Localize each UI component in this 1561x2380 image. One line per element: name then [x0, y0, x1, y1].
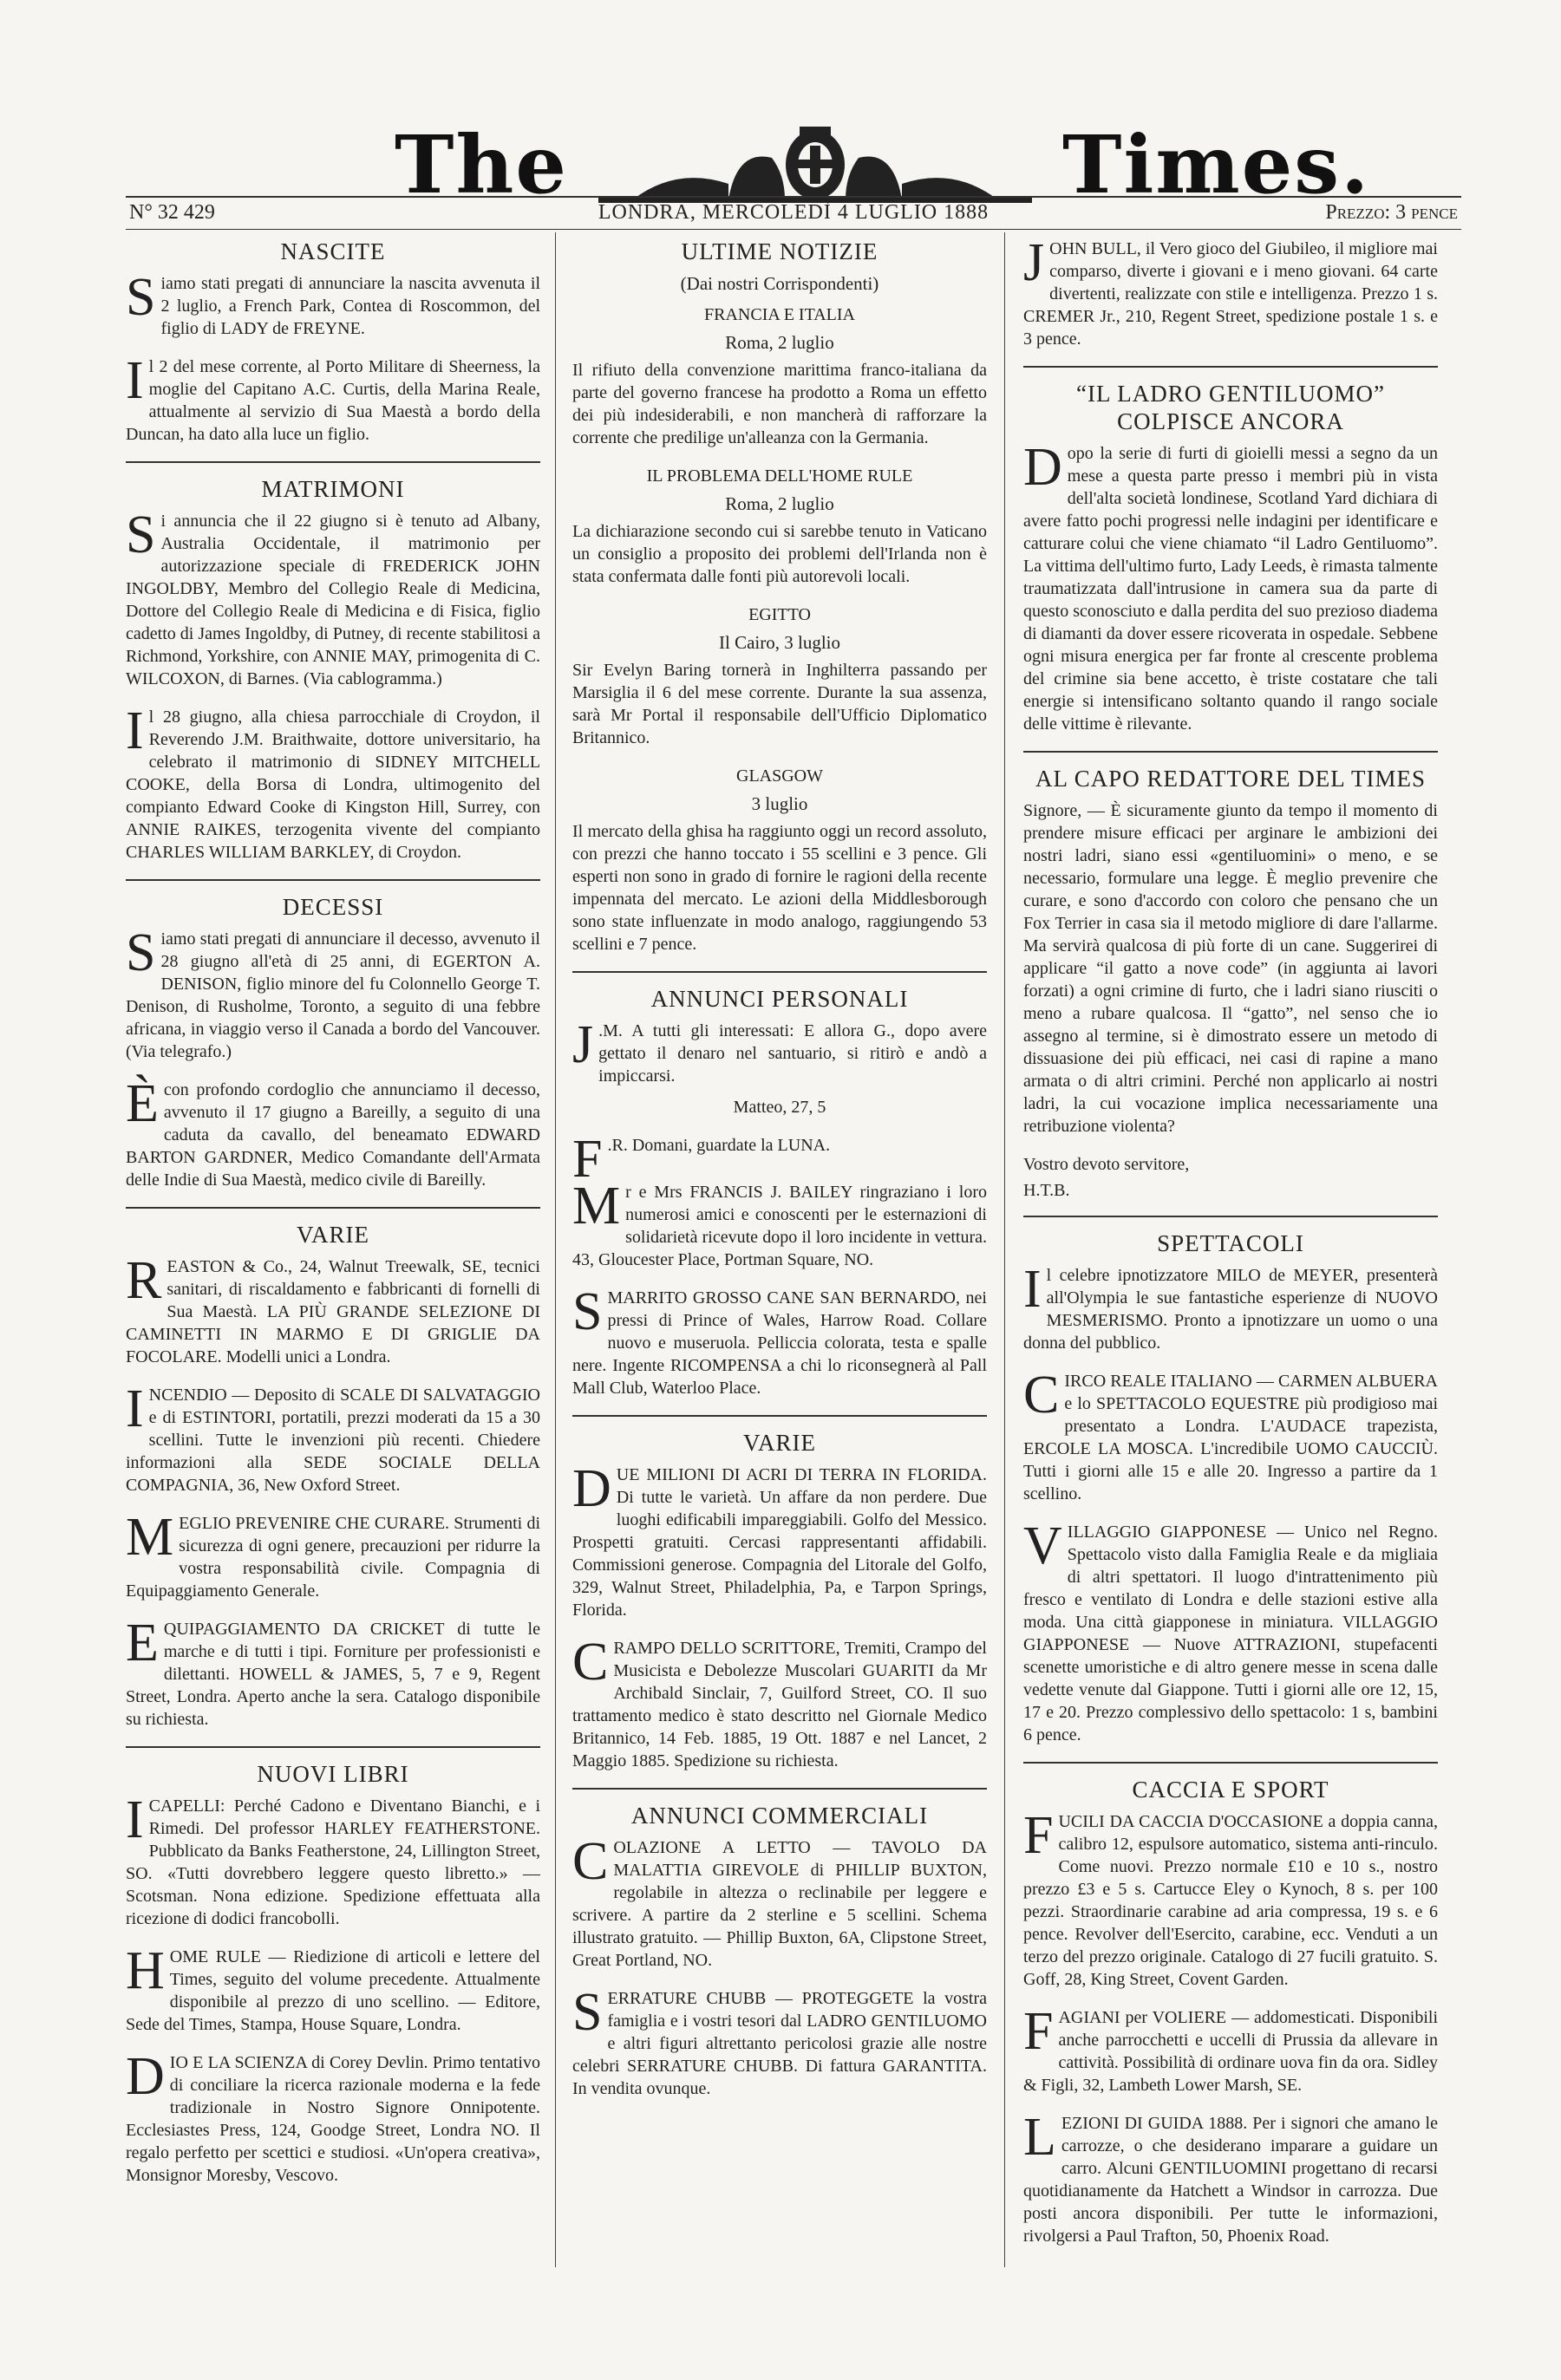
- section-divider: [126, 1746, 540, 1748]
- article-text: RAMPO DELLO SCRITTORE, Tremiti, Crampo del Musicista e Debolezze Muscolari GUARITI da Mr Archibald Sinclair, 7, Guilford Street, CO. Il suo trattamento medico è stato descritto nel Giornale Medico Britannico, 14 Feb. 1885, 19 Ott. 1887 e nel Lancet, 2 Maggio 1885. Spedizione su richiesta.: [572, 1639, 987, 1770]
- drop-cap: S: [126, 505, 156, 564]
- dateline-bar: [126, 196, 1461, 230]
- price: Prezzo: 3 pence: [1325, 201, 1458, 224]
- article: [572, 1983, 987, 2100]
- news-text: Il mercato della ghisa ha raggiunto oggi un record assoluto, con prezzi che hanno toccato i 55 scellini e 3 pence. Gli esperti non sono in grado di fornire le ragioni della recente impennata del mercato. Le azioni della Middlesborough sono state influenzate in modo analogo, raggiungendo 53 scellini e 7 pence.: [572, 822, 987, 954]
- masthead-title-left: The: [395, 118, 568, 212]
- drop-cap: C: [1023, 1366, 1060, 1425]
- article-text: l 2 del mese corrente, al Porto Militare di Sheerness, la moglie del Capitano A.C. Curtis, della Marina Reale, attualmente al servizio di Sua Maestà a bordo della Duncan, ha dato alla luce un figlio.: [126, 357, 540, 444]
- news-headline: EGITTO: [748, 605, 811, 624]
- article: [1023, 233, 1438, 350]
- news-text: Sir Evelyn Baring tornerà in Inghilterra passando per Marsiglia il 6 del mese corrente. Durante la sua assenza, sarà Mr Portal il responsabile dell'Ufficio Diplomatico Britannico.: [572, 661, 987, 747]
- drop-cap: I: [126, 351, 144, 410]
- drop-cap: R: [126, 1251, 162, 1310]
- drop-cap: D: [1023, 438, 1062, 497]
- article-text: l celebre ipnotizzatore MILO de MEYER, presenterà all'Olympia le sue fantastiche esperienze di NUOVO MESMERISMO. Pronto a ipnotizzare un uomo o una donna del pubblico.: [1023, 1266, 1438, 1353]
- column-left: [126, 232, 540, 2267]
- section-divider: [126, 1207, 540, 1209]
- article-text: ERRATURE CHUBB — PROTEGGETE la vostra famiglia e i vostri tesori dal LADRO GENTILUOMO e altri figuri altrettanto pericolosi grazie alle nostre celebri SERRATURE CHUBB. Di fattura GARANTITA. In vendita ovunque.: [572, 1989, 987, 2098]
- article-text: EASTON & Co., 24, Walnut Treewalk, SE, tecnici sanitari, di riscaldamento e fabbricanti di fornelli di Sua Maestà. LA PIÙ GRANDE SELEZIONE DI CAMINETTI IN MARMO E DI GRIGLIE DA FOCOLARE. Modelli unici a Londra.: [126, 1257, 540, 1366]
- section-title: ULTIME NOTIZIE: [681, 238, 878, 264]
- article-text: OME RULE — Riedizione di articoli e lettere del Times, seguito del volume precedente. Attualmente disponibile al prezzo di uno scellino. — Editore, Sede del Times, Stampa, House Square, Londra.: [126, 1947, 540, 2034]
- drop-cap: E: [126, 1614, 159, 1673]
- section-divider: [1023, 751, 1438, 753]
- masthead: [126, 118, 1461, 212]
- column-divider: [1004, 232, 1005, 2267]
- section-title: SPETTACOLI: [1157, 1230, 1304, 1256]
- article: [572, 1282, 987, 1399]
- drop-cap: V: [1023, 1516, 1062, 1575]
- drop-cap: S: [572, 1282, 603, 1341]
- drop-cap: D: [572, 1459, 611, 1518]
- article-text: NCENDIO — Deposito di SCALE DI SALVATAGGIO e di ESTINTORI, portatili, prezzi moderati da 15 a 30 scellini. Tutte le invenzioni più recenti. Chiedere informazioni alla SEDE SOCIALE DELLA COMPAGNIA, 36, New Oxford Street.: [126, 1386, 540, 1495]
- article-text: .M. A tutti gli interessati: E allora G., dopo avere gettato il denaro nel santuario, si ritirò e andò a impiccarsi.: [598, 1021, 987, 1086]
- article: [126, 1251, 540, 1368]
- article-text: ILLAGGIO GIAPPONESE — Unico nel Regno. Spettacolo visto dalla Famiglia Reale e da migliaia di altri spettatori. Il luogo d'intrattenimento più fresco e ventilato di Londra e delle stazioni estive alla moda. Una città giapponese in miniatura. VILLAGGIO GIAPPONESE — Nuove ATTRAZIONI, stupefacenti scenette umoristiche e di altro genere messe in scena dalle vedette venute dal Giappone. Tutti i giorni alle ore 12, 15, 17 e 20. Prezzo complessivo dello spettacolo: 1 s, bambini 6 pence.: [1023, 1523, 1438, 1744]
- article-text: IO E LA SCIENZA di Corey Devlin. Primo tentativo di conciliare la ricerca razionale moderna e la fede tradizionale in Nostro Signore Onnipotente. Ecclesiastes Press, 124, Goodge Street, Londra NO. Il regalo perfetto per scettici e studiosi. «Un'opera creativa», Monsignor Moresby, Vescovo.: [126, 2053, 540, 2185]
- article: [1023, 2108, 1438, 2247]
- section-title: MATRIMONI: [261, 476, 405, 502]
- article: [572, 1015, 987, 1087]
- article-text: OHN BULL, il Vero gioco del Giubileo, il migliore mai comparso, diverte i giovani e i meno giovani. 64 carte divertenti, realizzate con stile e intelligenza. Prezzo 1 s. CREMER Jr., 210, Regent Street, spedizione postale 1 s. e 3 pence.: [1023, 239, 1438, 349]
- drop-cap: C: [572, 1832, 609, 1891]
- article: [572, 1832, 987, 1972]
- news-text: La dichiarazione secondo cui si sarebbe tenuto in Vaticano un consiglio a proposito dei problemi dell'Irlanda non è stata confermata dalle fonti più autorevoli locali.: [572, 522, 987, 586]
- article: [126, 923, 540, 1063]
- news-dateline: Roma, 2 luglio: [725, 332, 834, 353]
- section-divider: [1023, 1762, 1438, 1764]
- drop-cap: I: [126, 1379, 144, 1438]
- article-text: MARRITO GROSSO CANE SAN BERNARDO, nei pressi di Prince of Wales, Harrow Road. Collare nuovo e museruola. Pelliccia colorata, testa e spalle nere. Ingente RICOMPENSA a chi lo riconsegnerà al Pall Mall Club, Waterloo Place.: [572, 1288, 987, 1398]
- article-text: OLAZIONE A LETTO — TAVOLO DA MALATTIA GIREVOLE di PHILLIP BUXTON, regolabile in altezza o reclinabile per leggere e scrivere. A partire da 2 sterline e 5 scellini. Schema illustrato gratuito. — Phillip Buxton, 6A, Clipstone Street, Great Portland, NO.: [572, 1838, 987, 1970]
- section-divider: [126, 461, 540, 463]
- article: [126, 2047, 540, 2187]
- section-divider: [1023, 1216, 1438, 1217]
- section-title: ANNUNCI PERSONALI: [650, 986, 909, 1012]
- dateline: LONDRA, MERCOLEDÌ 4 LUGLIO 1888: [598, 201, 990, 224]
- article-text: AGIANI per VOLIERE — addomesticati. Disponibili anche parrocchetti e uccelli di Prussia da allevare in cattività. Possibilità di ordinare uova fin da ora. Sidley & Figli, 32, Lambeth Lower Marsh, SE.: [1023, 2008, 1438, 2095]
- masthead-title-right: Times.: [1062, 118, 1371, 212]
- article: [1023, 1260, 1438, 1354]
- drop-cap: È: [126, 1074, 159, 1133]
- news-headline: FRANCIA E ITALIA: [704, 305, 855, 324]
- section-divider: [572, 1415, 987, 1417]
- article: [572, 1633, 987, 1772]
- article: [572, 1459, 987, 1621]
- section-title: CACCIA E SPORT: [1132, 1777, 1329, 1803]
- letter-text: Signore, — È sicuramente giunto da tempo il momento di prendere misure efficaci per arginare le ambizioni dei nostri ladri, siano essi «gentiluomini» o meno, e se necessario, formulare una legge. È meglio prevenire che curare, e sono d'accordo con coloro che pensano che un Fox Terrier in casa sia il metodo migliore di dare l'allarme. Ma servirà qualcosa di più forte di un cane. Suggerirei di applicare “il gatto a nove code” (in aggiunta ai lavori forzati) a ogni crimine di furto, che i ladri siano riusciti o meno a rubare qualcosa. Il “gatto”, nel senso che io assegno al termine, si è dimostrato essere un metodo di dissuasione dei più efficaci, nei casi di rapine a mano armata o di altri crimini. Perché non applicarlo ai nostri ladri, la cui vocazione implica necessariamente una retribuzione violenta?: [1023, 801, 1438, 1136]
- section-title: VARIE: [296, 1222, 369, 1248]
- section-divider: [572, 1788, 987, 1790]
- article: [126, 1508, 540, 1602]
- drop-cap: M: [126, 1508, 174, 1567]
- article: [126, 1790, 540, 1930]
- drop-cap: D: [126, 2047, 165, 2106]
- news-text: Il rifiuto della convenzione marittima franco-italiana da parte del governo francese ha prodotto a Roma un effetto dei più indesiderabili, e non mancherà di rafforzare la corrente che predilige un'alleanza con la Germania.: [572, 361, 987, 447]
- article-text: EGLIO PREVENIRE CHE CURARE. Strumenti di sicurezza di ogni genere, precauzioni per ridurre la vostra responsabilità civile. Compagnia di Equipaggiamento Generale.: [126, 1514, 540, 1601]
- article-text: con profondo cordoglio che annunciamo il decesso, avvenuto il 17 giugno a Bareilly, a seguito di una caduta da cavallo, del beneamato EDWARD BARTON GARDNER, Medico Comandante dell'Armata delle Indie di Sua Maestà, medico civile di Bareilly.: [126, 1080, 540, 1190]
- article: [126, 1941, 540, 2036]
- article-text: r e Mrs FRANCIS J. BAILEY ringraziano i loro numerosi amici e conoscenti per le esternazioni di solidarietà ricevute dopo il loro incidente in vettura. 43, Gloucester Place, Portman Square, NO.: [572, 1183, 987, 1269]
- article-text: iamo stati pregati di annunciare il decesso, avvenuto il 28 giugno all'età di 25 anni, di EGERTON A. DENISON, figlio minore del fu Colonnello George T. Denison, di Rusholme, Toronto, a seguito di una febbre africana, in viaggio verso il Canada a bordo del Vancouver. (Via telegrafo.): [126, 929, 540, 1061]
- news-headline: IL PROBLEMA DELL'HOME RULE: [646, 466, 913, 486]
- drop-cap: J: [572, 1015, 594, 1074]
- article: [1023, 438, 1438, 735]
- article: [126, 1074, 540, 1191]
- drop-cap: L: [1023, 2108, 1056, 2167]
- letter-closing: Vostro devoto servitore,: [1023, 1155, 1190, 1174]
- drop-cap: H: [126, 1941, 165, 2000]
- article-text: QUIPAGGIAMENTO DA CRICKET di tutte le marche e di tutti i tipi. Forniture per professionisti e dilettanti. HOWELL & JAMES, 5, 7 e 9, Regent Street, Londra. Aperto anche la sera. Catalogo disponibile su richiesta.: [126, 1620, 540, 1729]
- drop-cap: I: [126, 1790, 144, 1849]
- news-dateline: 3 luglio: [751, 793, 808, 814]
- section-divider: [126, 879, 540, 881]
- news-dateline: Il Cairo, 3 luglio: [719, 632, 840, 653]
- section-divider: [572, 971, 987, 973]
- drop-cap: F: [572, 1130, 603, 1189]
- bible-reference: Matteo, 27, 5: [733, 1098, 826, 1117]
- issue-number: N° 32 429: [129, 201, 215, 224]
- section-subtitle: (Dai nostri Corrispondenti): [680, 273, 879, 294]
- article-text: i annuncia che il 22 giugno si è tenuto ad Albany, Australia Occidentale, il matrimonio per autorizzazione speciale di FREDERICK JOHN INGOLDBY, Membro del Collegio Reale di Medicina, Dottore del Collegio Reale di Medicina e di Fisica, figlio cadetto di James Ingoldby, di Putney, di recente stabilitosi a Richmond, Yorkshire, con ANNIE MAY, primogenita di C. WILCOXON, di Barnes. (Via cablogramma.): [126, 512, 540, 688]
- article: [1023, 1366, 1438, 1505]
- article-text: IRCO REALE ITALIANO — CARMEN ALBUERA e lo SPETTACOLO EQUESTRE più prodigioso mai presentato a Londra. L'AUDACE trapezista, ERCOLE LA MOSCA. L'incredibile UOMO CAUCCIÙ. Tutti i giorni alle 15 e alle 20. Ingresso a partire da 1 scellino.: [1023, 1372, 1438, 1503]
- article: [572, 1130, 987, 1189]
- drop-cap: S: [126, 268, 156, 327]
- column-center: [572, 232, 987, 2267]
- letter-signature: H.T.B.: [1023, 1181, 1070, 1200]
- column-divider: [555, 232, 556, 2267]
- article: [1023, 1516, 1438, 1746]
- article: [126, 268, 540, 340]
- article-text: CAPELLI: Perché Cadono e Diventano Bianchi, e i Rimedi. Del professor HARLEY FEATHERSTONE. Pubblicato da Banks Featherstone, 24, Lillington Street, SO. «Tutti dovrebbero leggere questo libretto.» — Scotsman. Nona edizione. Spedizione effettuata alla ricezione di dodici francobolli.: [126, 1796, 540, 1928]
- drop-cap: C: [572, 1633, 609, 1692]
- article-text: UE MILIONI DI ACRI DI TERRA IN FLORIDA. Di tutte le varietà. Un affare da non perdere. Due luoghi edificabili impareggiabili. Golfo del Messico. Prospetti gratuiti. Cercasi rappresentanti affidabili. Commissioni generose. Compagnia del Litorale del Golfo, 329, Walnut Street, Philadelphia, Pa, e Tarpon Springs, Florida.: [572, 1465, 987, 1620]
- column-right: [1023, 232, 1438, 2267]
- drop-cap: I: [126, 701, 144, 760]
- drop-cap: I: [1023, 1260, 1042, 1319]
- drop-cap: S: [572, 1983, 603, 2042]
- article: [126, 1614, 540, 1731]
- section-title: ANNUNCI COMMERCIALI: [630, 1803, 929, 1829]
- drop-cap: J: [1023, 233, 1045, 292]
- article-text: l 28 giugno, alla chiesa parrocchiale di Croydon, il Reverendo J.M. Braithwaite, dottore universitario, ha celebrato il matrimonio di SIDNEY MITCHELL COOKE, della Borsa di Londra, ultimogenito del compianto Edward Cooke di Kingston Hill, Surrey, con ANNIE RAIKES, terzogenita vivente del compianto CHARLES WILLIAM BARKLEY, di Croydon.: [126, 707, 540, 862]
- article-text: EZIONI DI GUIDA 1888. Per i signori che amano le carrozze, o che desiderano imparare a guidare un carro. Alcuni GENTILUOMINI progettano di recarsi quotidianamente da Hatchett a Windsor in carrozza. Due posti ancora disponibili. Per tutte le informazioni, rivolgersi a Paul Trafton, 50, Phoenix Road.: [1023, 2114, 1438, 2246]
- news-headline: GLASGOW: [736, 766, 823, 786]
- section-title: NASCITE: [280, 238, 386, 264]
- section-title: NUOVI LIBRI: [257, 1761, 409, 1787]
- article: [126, 505, 540, 690]
- article: [126, 351, 540, 446]
- drop-cap: S: [126, 923, 156, 982]
- article: [126, 1379, 540, 1496]
- article: [1023, 2002, 1438, 2096]
- section-title-line2: COLPISCE ANCORA: [1117, 408, 1344, 434]
- article-text: iamo stati pregati di annunciare la nascita avvenuta il 2 luglio, a French Park, Contea di Roscommon, del figlio di LADY de FREYNE.: [160, 274, 540, 338]
- article: [572, 1177, 987, 1271]
- section-title: DECESSI: [282, 894, 384, 920]
- article-text: .R. Domani, guardate la LUNA.: [607, 1136, 831, 1155]
- article: [1023, 1806, 1438, 1991]
- news-dateline: Roma, 2 luglio: [725, 493, 834, 514]
- section-title: “IL LADRO GENTILUOMO”: [1076, 381, 1385, 407]
- drop-cap: F: [1023, 2002, 1054, 2061]
- royal-crest-icon: [598, 123, 1032, 205]
- drop-cap: M: [572, 1177, 621, 1236]
- drop-cap: F: [1023, 1806, 1054, 1865]
- section-divider: [1023, 366, 1438, 368]
- article-text: UCILI DA CACCIA D'OCCASIONE a doppia canna, calibro 12, espulsore automatico, sistema anti-rinculo. Come nuovi. Prezzo normale £10 e 10 s., nostro prezzo £3 e 5 s. Cartucce Eley o Kynoch, 8 s. per 100 pezzi. Straordinarie carabine ad aria compressa, 19 s. e 6 pence. Revolver dell'Esercito, carabine, ecc. Venduti a un terzo del prezzo originale. Catalogo di 27 fucili gratuito. S. Goff, 28, King Street, Covent Garden.: [1023, 1812, 1438, 1989]
- article-text: opo la serie di furti di gioielli messi a segno da un mese a questa parte presso i membri più in vista dell'alta società londinese, Scotland Yard dichiara di avere fatto pochi progressi nelle indagini per identificare e catturare colui che viene chiamato “il Ladro Gentiluomo”. La vittima dell'ultimo furto, Lady Leeds, è rimasta talmente traumatizzata dall'intrusione in camera sua da parte di questo sconosciuto e dalla perdita del suo prezioso diadema di diamanti da dover essere ricoverata in ospedale. Sebbene ogni misura energica per far fronte al crescente problema del crimine sia bene accetto, è triste costatare che tali energie si intensificano soltanto quando il rango sociale delle vittime è rilevante.: [1023, 444, 1438, 734]
- section-title: AL CAPO REDATTORE DEL TIMES: [1035, 766, 1426, 792]
- section-title: VARIE: [742, 1430, 816, 1456]
- article: [126, 701, 540, 864]
